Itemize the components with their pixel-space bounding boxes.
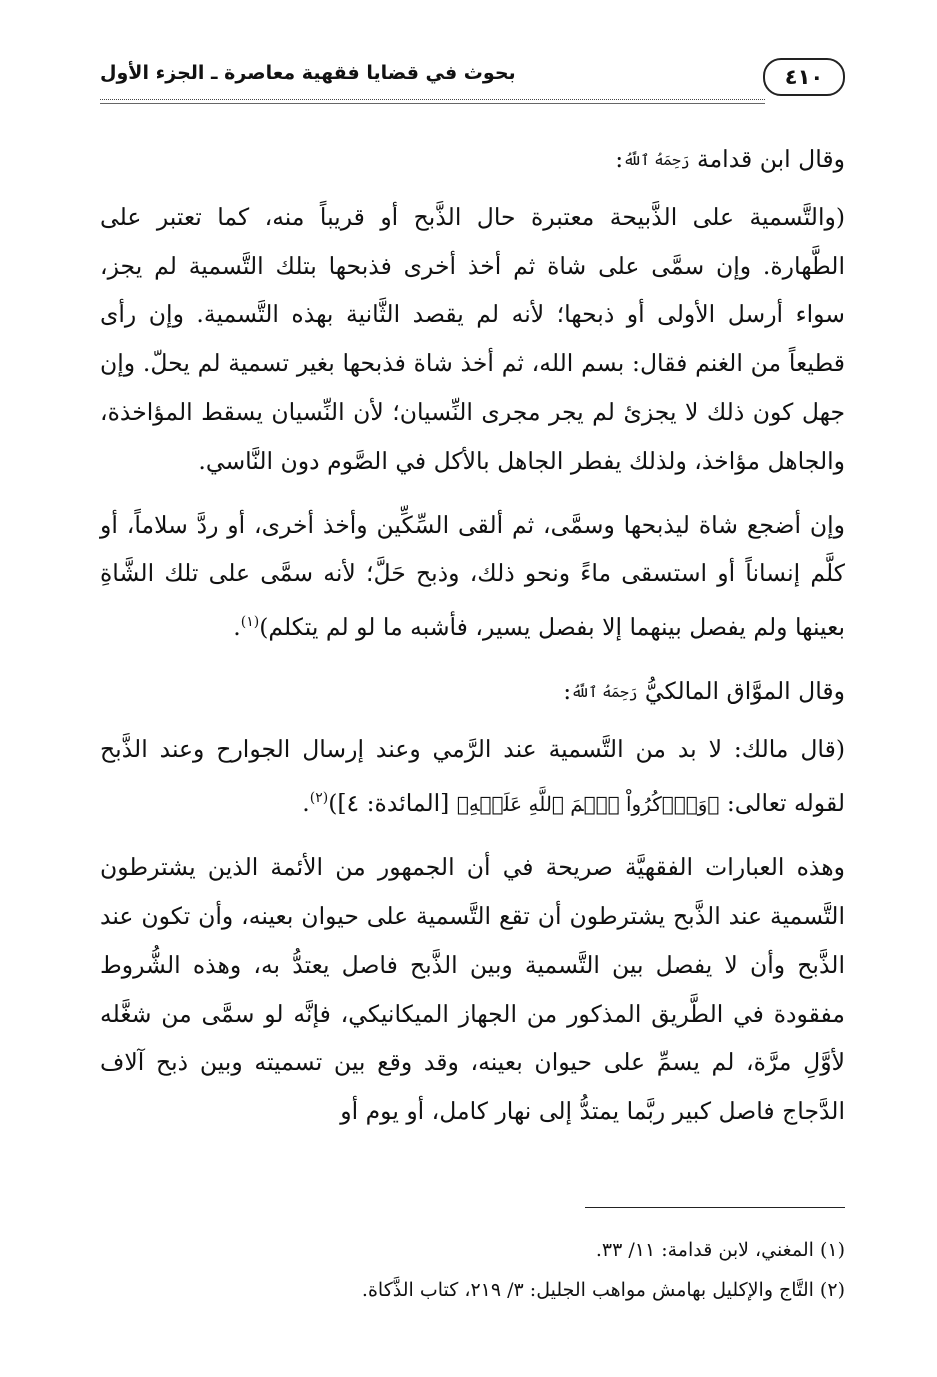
footnote-2: (٢) التَّاج والإكليل بهامش مواهب الجليل: ٣/ ٢١٩، كتاب الذَّكاة.: [361, 1279, 845, 1301]
quote-2-end: .: [233, 613, 241, 642]
malik-quote-end: .: [302, 788, 310, 817]
mawaq-colon: :: [563, 676, 572, 705]
paragraph-mawaq-intro: [100, 667, 845, 717]
paragraph-commentary: وهذه العبارات الفقهيَّة صريحة في أن الجمهور من الأئمة الذين يشترطون التَّسمية عند الذَّبح يشترطون أن تقع التَّسمية على حيوان بعينه، وأن تكون عند الذَّبح وأن لا يفصل بين التَّسمية وبين الذَّبح فاصل يعتدُّ به، وهذه الشُّروط مفقودة في الطَّريق المذكور من الجهاز الميكانيكي، فإنَّه لو سمَّى من شغَّله لأوَّلِ مرَّة، لم يسمِّ على حيوان بعينه، وقد وقع بين تسميته وبين ذبح آلاف الدَّجاج فاصل كبير ربَّما يمتدُّ إلى نهار كامل، أو يوم أو: [100, 853, 845, 1126]
paragraph-quote-2: [100, 501, 845, 652]
footnote-1: (١) المغني، لابن قدامة: ١١/ ٣٣.: [595, 1239, 845, 1261]
paragraph-malik-quote: [100, 725, 845, 828]
malik-quote-text: (قال مالك: لا بد من التَّسمية عند الرَّمي وعند إرسال الجوارح وعند الذَّبح لقوله تعالى:: [100, 734, 845, 817]
intro-text: وقال ابن قدامة: [697, 145, 845, 173]
footnote-ref-2: (٢): [309, 789, 329, 806]
page-header: [100, 54, 845, 100]
mawaq-intro-text: وقال الموَّاق المالكيُّ: [644, 676, 845, 705]
header-rule: [100, 99, 765, 100]
quran-citation: [المائدة: ٤]): [328, 788, 450, 817]
intro-colon: :: [615, 145, 624, 173]
honorific-glyph: رَحِمَهُ ٱللَّهُ: [623, 151, 690, 170]
footnote-ref-1: (١): [240, 614, 260, 631]
quran-verse: ﴿وَٱذۡكُرُواْ ٱسۡمَ ٱللَّهِ عَلَيۡهِ﴾: [456, 791, 720, 816]
footnote-separator: [585, 1207, 845, 1208]
paragraph-ibn-qudamah-intro: [100, 135, 845, 185]
quote-2-text: وإن أضجع شاة ليذبحها وسمَّى، ثم ألقى السِّكِّين وأخذ أخرى، أو ردَّ سلاماً، أو كلَّم إنساناً أو استسقى ماءً ونحو ذلك، وذبح حَلَّ؛ لأنه سمَّى على تلك الشَّاةِ بعينها ولم يفصل بينهما إلا بفصل يسير، فأشبه ما لو لم يتكلم): [100, 510, 845, 642]
page-number: ٤١٠: [763, 58, 845, 96]
footnotes: [100, 1230, 845, 1310]
header-rule-underline: [100, 103, 765, 104]
paragraph-quote-1: (والتَّسمية على الذَّبيحة معتبرة حال الذَّبح أو قريباً منه، كما تعتبر على الطَّهارة. وإن سمَّى على شاة ثم أخذ أخرى فذبحها بتلك التَّسمية لم يجز، سواء أرسل الأولى أو ذبحها؛ لأنه لم يقصد الثَّانية بهذه التَّسمية. وإن رأى قطيعاً من الغنم فقال: بسم الله، ثم أخذ شاة فذبحها بغير تسمية لم يحلّ. وإن جهل كون ذلك لا يجزئ لم يجر مجرى النِّسيان؛ لأن النِّسيان يسقط المؤاخذة، والجاهل مؤاخذ، ولذلك يفطر الجاهل بالأكل في الصَّوم دون النَّاسي.: [100, 202, 845, 475]
honorific-glyph-2: رَحِمَهُ ٱللَّهُ: [571, 682, 638, 701]
running-title: بحوث في قضايا فقهية معاصرة ـ الجزء الأول: [100, 62, 516, 84]
page-body: [100, 135, 845, 1151]
